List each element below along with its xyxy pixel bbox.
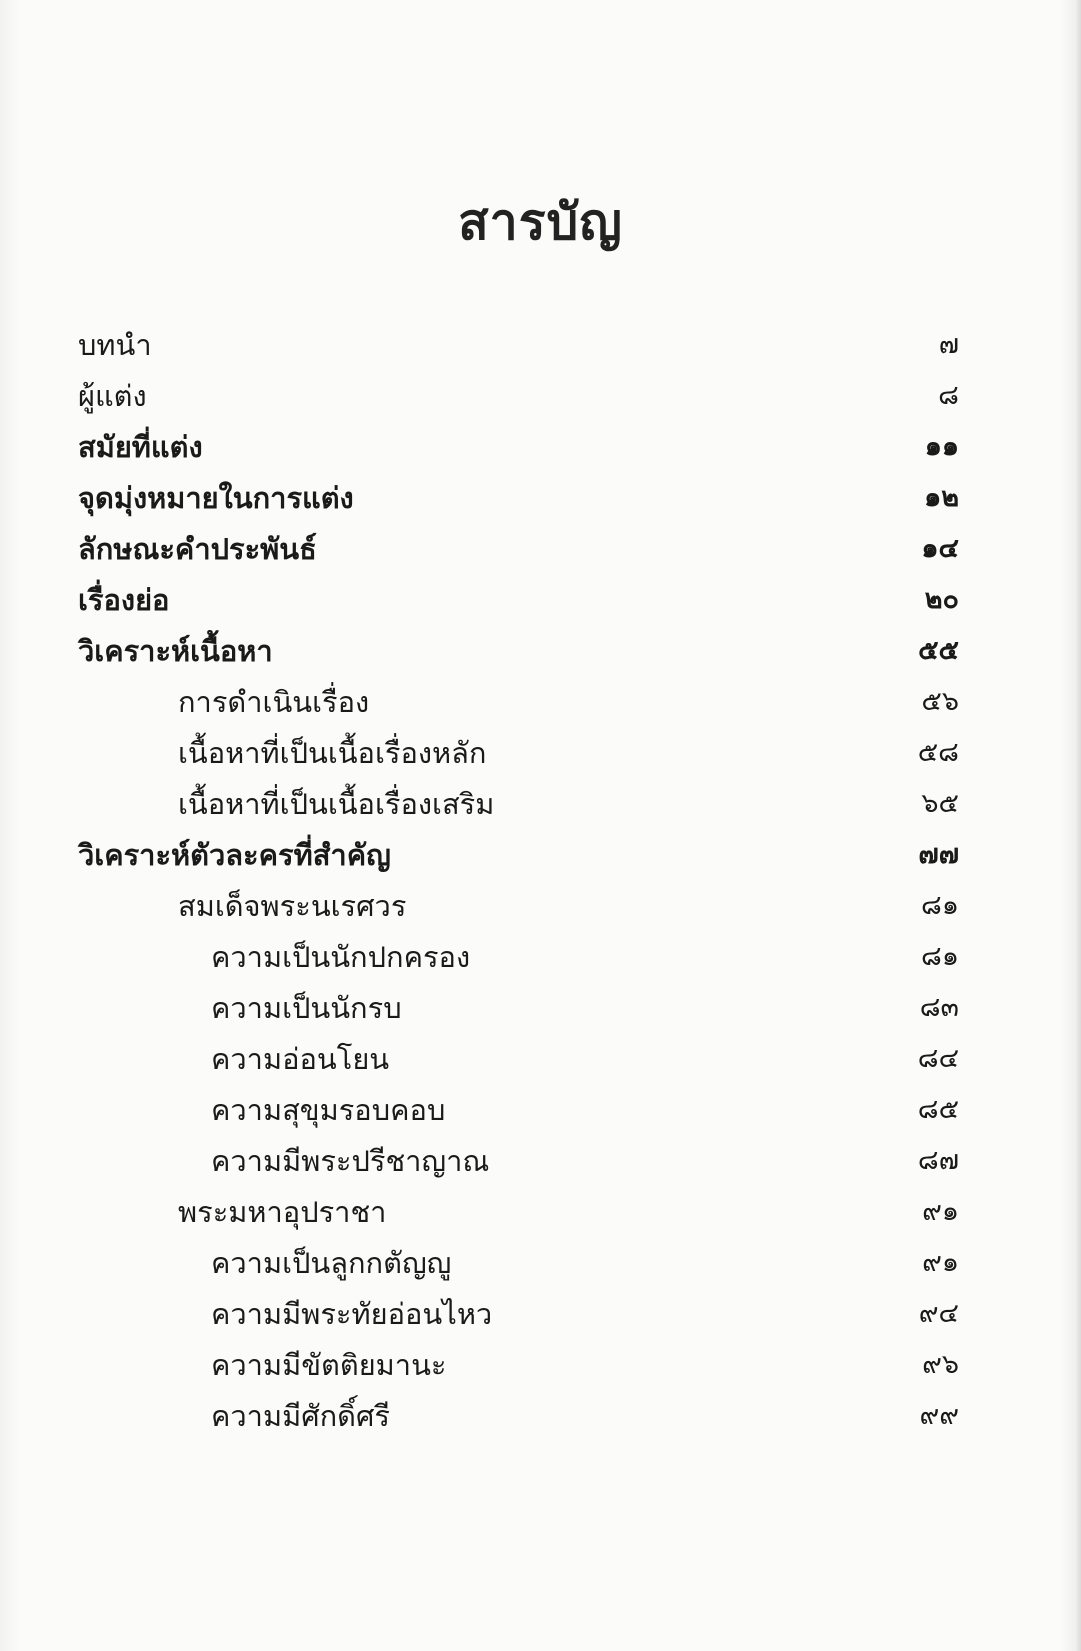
page-title: สารบัญ — [458, 193, 623, 251]
toc-entry — [0, 886, 1081, 939]
toc-entry-label: วิเคราะห์ตัวละครที่สำคัญ — [78, 838, 391, 872]
toc-entry-page-number: ๘๑ — [921, 890, 959, 921]
toc-entry — [0, 1243, 1081, 1296]
toc-entry — [0, 631, 1081, 684]
toc-entry — [0, 376, 1081, 429]
toc-entry-page-number: ๕๖ — [921, 686, 959, 717]
toc-entry-label: ความสุขุมรอบคอบ — [211, 1093, 446, 1127]
toc-entry — [0, 1090, 1081, 1143]
toc-entry — [0, 1396, 1081, 1449]
toc-entry-page-number: ๗๗ — [918, 839, 959, 870]
toc-entry-page-number: ๕๘ — [917, 737, 959, 768]
toc-entry — [0, 478, 1081, 531]
toc-entry-page-number: ๒๐ — [924, 584, 959, 615]
toc-entry-label: เนื้อหาที่เป็นเนื้อเรื่องหลัก — [178, 736, 487, 770]
toc-entry-page-number: ๕๕ — [918, 635, 959, 666]
toc-entry-label: ความอ่อนโยน — [211, 1042, 390, 1076]
toc-entry-label: จุดมุ่งหมายในการแต่ง — [78, 481, 354, 515]
toc-entry-label: ความมีขัตติยมานะ — [211, 1348, 447, 1382]
toc-entry-label: ความมีพระปรีชาญาณ — [211, 1144, 490, 1178]
toc-entry — [0, 529, 1081, 582]
toc-entry-page-number: ๙๔ — [918, 1298, 959, 1329]
toc-entry-label: บทนำ — [78, 328, 152, 362]
toc-entry-label: ความเป็นนักปกครอง — [211, 940, 471, 974]
toc-entry-page-number: ๘๓ — [919, 992, 959, 1023]
toc-entry-label: ความเป็นลูกกตัญญู — [211, 1246, 452, 1280]
toc-entry-page-number: ๘๔ — [917, 1043, 959, 1074]
toc-entry-label: ความเป็นนักรบ — [211, 991, 402, 1025]
toc-entry-page-number: ๑๑ — [924, 431, 959, 462]
toc-entry-label: พระมหาอุปราชา — [178, 1195, 387, 1229]
toc-entry — [0, 937, 1081, 990]
toc-entry — [0, 988, 1081, 1041]
toc-entry-page-number: ๑๒ — [924, 482, 959, 513]
toc-entry — [0, 835, 1081, 888]
toc-entry-page-number: ๘๕ — [917, 1094, 959, 1125]
toc-entry-label: ลักษณะคำประพันธ์ — [78, 532, 317, 566]
toc-entry — [0, 1141, 1081, 1194]
toc-entry-label: เรื่องย่อ — [78, 583, 170, 617]
toc-entry-page-number: ๗ — [938, 329, 959, 360]
toc-entry-page-number: ๑๔ — [921, 533, 959, 564]
toc-entry-label: สมัยที่แต่ง — [78, 430, 203, 464]
toc-entry — [0, 1039, 1081, 1092]
toc-entry-label: ผู้แต่ง — [78, 379, 147, 413]
toc-entry-label: วิเคราะห์เนื้อหา — [78, 634, 273, 668]
toc-entry-page-number: ๙๑ — [922, 1247, 959, 1278]
toc-entry-page-number: ๙๖ — [922, 1349, 959, 1380]
toc-entry-label: ความมีพระทัยอ่อนไหว — [211, 1297, 493, 1331]
toc-entry — [0, 733, 1081, 786]
toc-entry-page-number: ๘๗ — [917, 1145, 959, 1176]
toc-entry — [0, 580, 1081, 633]
toc-entry — [0, 1345, 1081, 1398]
toc-entry-label: เนื้อหาที่เป็นเนื้อเรื่องเสริม — [178, 787, 495, 821]
toc-entry — [0, 784, 1081, 837]
toc-entry-label: ความมีศักดิ์ศรี — [211, 1399, 390, 1433]
toc-entry — [0, 682, 1081, 735]
toc-entry-page-number: ๙๙ — [919, 1400, 959, 1431]
toc-entry-label: การดำเนินเรื่อง — [178, 685, 370, 719]
toc-entry — [0, 325, 1081, 378]
toc-entry-label: สมเด็จพระนเรศวร — [178, 889, 407, 923]
toc-entry-page-number: ๙๑ — [922, 1196, 959, 1227]
toc-entry — [0, 1294, 1081, 1347]
toc-entry-page-number: ๘๑ — [921, 941, 959, 972]
toc-entry — [0, 427, 1081, 480]
toc-entry-page-number: ๖๕ — [921, 788, 959, 819]
toc-entry-page-number: ๘ — [938, 380, 959, 411]
toc-entry — [0, 1192, 1081, 1245]
